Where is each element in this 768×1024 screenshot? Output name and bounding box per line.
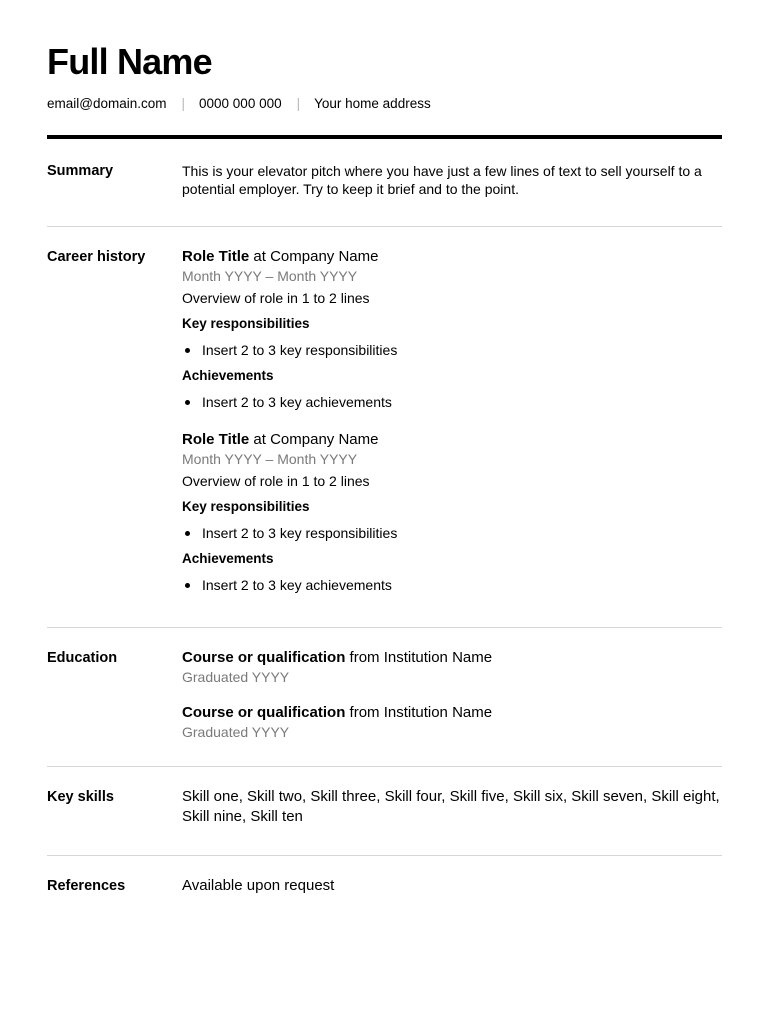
achievement-text: Insert 2 to 3 key achievements [202, 577, 392, 593]
section-divider [47, 766, 722, 767]
achievement-text: Insert 2 to 3 key achievements [202, 394, 392, 410]
career-label: Career history [47, 249, 146, 265]
references-text: Available upon request [182, 877, 335, 894]
institution-name: from Institution Name [349, 704, 493, 721]
education-entry [182, 703, 722, 741]
job-entry [182, 430, 722, 594]
section-divider [47, 627, 722, 628]
career-section [47, 247, 722, 607]
bullet-icon [185, 583, 190, 588]
summary-text: This is your elevator pitch where you have just a few lines of text to sell yourself to a potential employer. Try to keep it brief and to the point. [182, 163, 702, 197]
company-name: at Company Name [253, 248, 379, 265]
job-dates: Month YYYY – Month YYYY [182, 451, 358, 467]
address-text: Your home address [314, 96, 431, 111]
responsibilities-heading: Key responsibilities [182, 316, 310, 331]
role-title: Role Title [182, 248, 250, 265]
role-overview: Overview of role in 1 to 2 lines [182, 473, 370, 489]
skills-section [47, 787, 722, 832]
summary-label: Summary [47, 163, 114, 179]
education-label: Education [47, 650, 118, 666]
achievements-heading: Achievements [182, 368, 274, 383]
responsibility-text: Insert 2 to 3 key responsibilities [202, 342, 398, 358]
section-divider [47, 855, 722, 856]
references-section [47, 876, 722, 898]
contact-line [47, 95, 431, 113]
responsibilities-heading: Key responsibilities [182, 499, 310, 514]
email-text: email@domain.com [47, 96, 167, 111]
role-line [182, 247, 722, 267]
achievements-heading: Achievements [182, 551, 274, 566]
job-dates: Month YYYY – Month YYYY [182, 268, 358, 284]
course-name: Course or qualification [182, 704, 346, 721]
header-divider [47, 135, 722, 139]
responsibility-text: Insert 2 to 3 key responsibilities [202, 525, 398, 541]
institution-name: from Institution Name [349, 649, 493, 666]
list-item [182, 524, 722, 542]
full-name-heading: Full Name [47, 41, 212, 82]
section-divider [47, 226, 722, 227]
bullet-icon [185, 531, 190, 536]
education-section [47, 648, 722, 748]
company-name: at Company Name [253, 431, 379, 448]
education-entry [182, 648, 722, 686]
job-entry [182, 247, 722, 411]
role-line [182, 430, 722, 450]
separator: | [181, 96, 186, 111]
summary-section [47, 161, 722, 201]
phone-text: 0000 000 000 [199, 96, 282, 111]
course-name: Course or qualification [182, 649, 346, 666]
bullet-icon [185, 400, 190, 405]
graduation-date: Graduated YYYY [182, 724, 290, 740]
list-item [182, 393, 722, 411]
references-label: References [47, 878, 126, 894]
bullet-icon [185, 348, 190, 353]
separator: | [296, 96, 301, 111]
role-title: Role Title [182, 431, 250, 448]
graduation-date: Graduated YYYY [182, 669, 290, 685]
skills-label: Key skills [47, 789, 114, 805]
role-overview: Overview of role in 1 to 2 lines [182, 290, 370, 306]
skills-text: Skill one, Skill two, Skill three, Skill four, Skill five, Skill six, Skill seven, Skill eight, Skill nine, Skill ten [182, 788, 720, 825]
list-item [182, 341, 722, 359]
list-item [182, 576, 722, 594]
